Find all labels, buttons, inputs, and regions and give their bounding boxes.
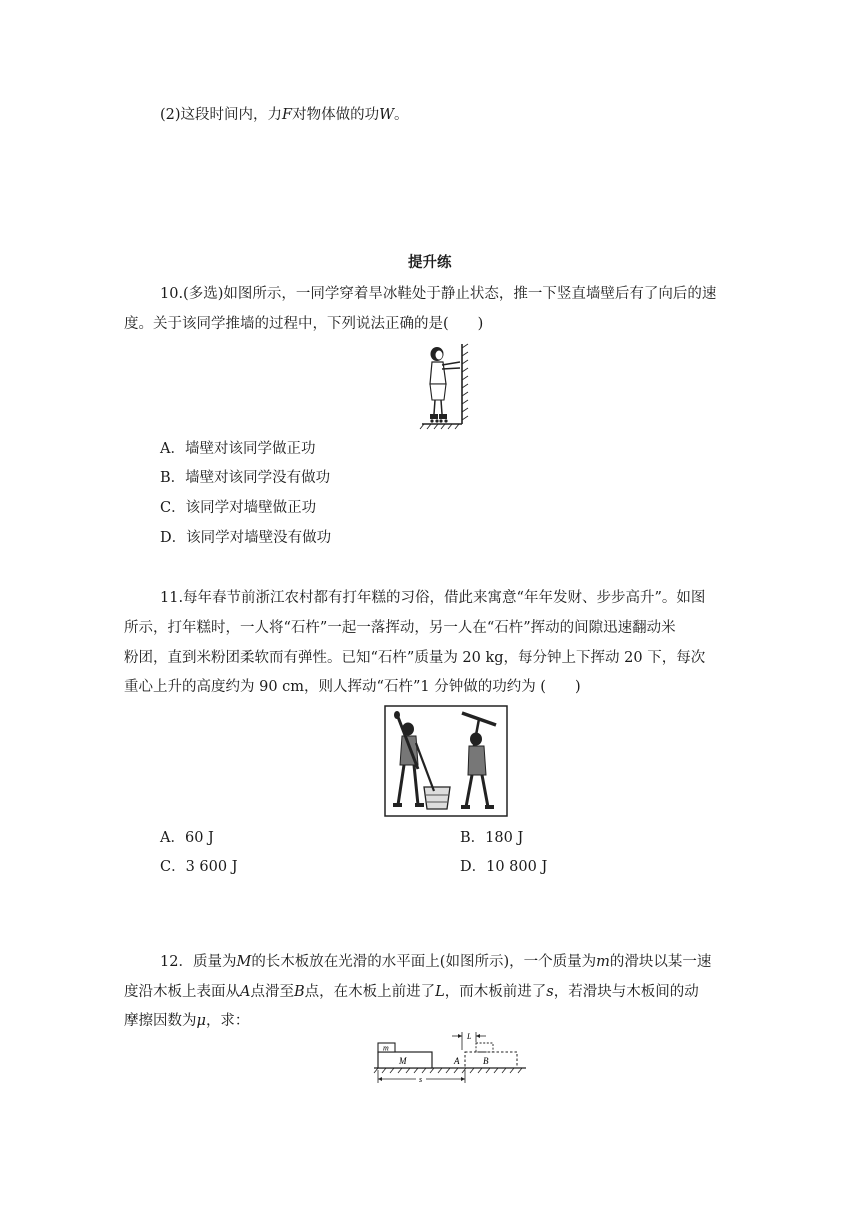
q10-line-2: 度。关于该同学推墙的过程中，下列说法正确的是( ) (124, 316, 484, 332)
board-slider-figure (370, 1030, 530, 1086)
rice-cake-pounding-figure (384, 705, 508, 817)
q10-option-c: C．该同学对墙壁做正功 (160, 500, 317, 516)
q11-option-c: C．3 600 J (160, 859, 238, 875)
label-A: A (454, 1056, 460, 1066)
q11-line-2: 所示，打年糕时，一人将“石杵”一起一落挥动，另一人在“石杵”挥动的间隙迅速翻动米 (124, 620, 676, 636)
label-B: B (483, 1056, 489, 1066)
q9-part2-text: (2)这段时间内，力F对物体做的功W。 (160, 107, 409, 123)
q11-option-b: B．180 J (460, 830, 524, 846)
q11-option-a: A．60 J (160, 830, 214, 846)
q12-line-2: 度沿木板上表面从A点滑至B点，在木板上前进了L，而木板前进了s，若滑块与木板间的动 (124, 984, 699, 1000)
q11-line-4: 重心上升的高度约为 90 cm，则人挥动“石杵”1 分钟做的功约为 ( ) (124, 679, 581, 695)
label-L: L (467, 1032, 472, 1041)
q10-option-d: D．该同学对墙壁没有做功 (160, 530, 332, 546)
q10-option-b: B．墙壁对该同学没有做功 (160, 470, 331, 486)
q12-line-1: 12．质量为M的长木板放在光滑的水平面上(如图所示)，一个质量为m的滑块以某一速 (160, 954, 712, 970)
q12-line-3: 摩擦因数为μ，求： (124, 1013, 250, 1029)
label-m: m (383, 1043, 389, 1053)
label-s: s (419, 1075, 423, 1084)
skater-wall-figure (418, 340, 474, 430)
q10-line-1: 10.(多选)如图所示，一同学穿着旱冰鞋处于静止状态，推一下竖直墙壁后有了向后的速 (160, 286, 717, 302)
label-M: M (399, 1056, 407, 1066)
q11-line-3: 粉团，直到米粉团柔软而有弹性。已知“石杵”质量为 20 kg，每分钟上下挥动 20 下，每次 (124, 650, 706, 666)
q11-option-d: D．10 800 J (460, 859, 548, 875)
q11-line-1: 11.每年春节前浙江农村都有打年糕的习俗，借此来寓意“年年发财、步步高升”。如图 (160, 590, 706, 606)
q10-option-a: A．墙壁对该同学做正功 (160, 441, 316, 457)
section-title: 提升练 (408, 255, 452, 271)
